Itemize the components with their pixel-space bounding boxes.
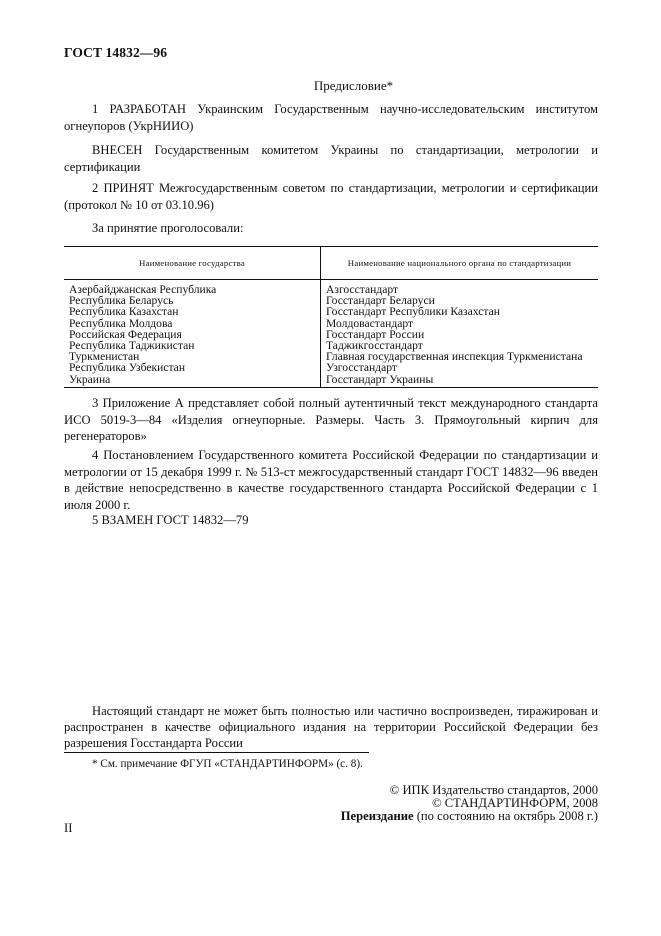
- country-cell: Республика Узбекистан: [64, 362, 321, 373]
- standards-body-cell: Госстандарт Республики Казахстан: [326, 305, 500, 319]
- table-row: [64, 362, 598, 373]
- standards-body-cell: Госстандарт Украины: [326, 372, 434, 386]
- standards-body-cell: Госстандарт России: [326, 327, 425, 341]
- paragraph-voted-for: За принятие проголосовали:: [92, 221, 244, 235]
- country-cell: Республика Молдова: [64, 318, 321, 329]
- table-header-row: [64, 247, 598, 280]
- standards-body-cell: Госстандарт Беларуси: [326, 294, 435, 308]
- voting-countries-table: [64, 246, 598, 388]
- footnote: * См. примечание ФГУП «СТАНДАРТИНФОРМ» (с. 8).: [92, 758, 363, 770]
- standards-body-cell: Главная государственная инспекция Туркменистана: [326, 350, 583, 364]
- reprint-label: Переиздание: [340, 809, 414, 823]
- page-number: II: [64, 821, 73, 835]
- column-header-standards-body: Наименование национального органа по стандартизации: [321, 247, 599, 280]
- paragraph-annex-a: 3 Приложение А представляет собой полный аутентичный текст международного стандарта ИСО 5019-3—84 «Изделия огнеупорные. Размеры. Часть 3. Прямоугольный кирпич для регенераторов»: [64, 396, 598, 443]
- table-row: [64, 280, 598, 296]
- country-cell: Азербайджанская Республика: [64, 280, 321, 296]
- table-row: [64, 306, 598, 317]
- paragraph-enactment: 4 Постановлением Государственного комитета Российской Федерации по стандартизации и метрологии от 15 декабря 1999 г. № 513-ст межгосударственный стандарт ГОСТ 14832—96 введен в действие непосредственно в качестве государственного стандарта Российской Федерации с 1 июля 2000 г.: [64, 448, 598, 512]
- table-row: [64, 374, 598, 388]
- paragraph-introduced-by: ВНЕСЕН Государственным комитетом Украины по стандартизации, метрологии и сертификации: [64, 143, 598, 174]
- preface-title: Предисловие*: [313, 78, 394, 93]
- paragraph-developed-by: 1 РАЗРАБОТАН Украинским Государственным научно-исследовательским институтом огнеупоров (УкрНИИО): [64, 102, 598, 133]
- country-cell: Республика Беларусь: [64, 295, 321, 306]
- imprint-publisher-2008: © СТАНДАРТИНФОРМ, 2008: [432, 796, 598, 810]
- paragraph-replaces: 5 ВЗАМЕН ГОСТ 14832—79: [92, 513, 249, 527]
- country-cell: Украина: [64, 374, 321, 388]
- footnote-divider: [64, 752, 369, 753]
- paragraph-adopted-by: 2 ПРИНЯТ Межгосударственным советом по стандартизации, метрологии и сертификации (протокол № 10 от 03.10.96): [64, 181, 598, 212]
- imprint-publisher-2000: © ИПК Издательство стандартов, 2000: [389, 783, 598, 797]
- country-cell: Республика Таджикистан: [64, 340, 321, 351]
- country-cell: Республика Казахстан: [64, 306, 321, 317]
- standards-body-cell: Азгосстандарт: [326, 283, 399, 296]
- reprint-date: (по состоянию на октябрь 2008 г.): [413, 809, 598, 823]
- column-header-country: Наименование государства: [64, 247, 321, 280]
- standards-body-cell: Таджикгосстандарт: [326, 339, 423, 353]
- imprint-reprint: [341, 809, 598, 824]
- country-cell: Российская Федерация: [64, 329, 321, 340]
- country-cell: Туркменистан: [64, 351, 321, 362]
- document-code: ГОСТ 14832—96: [64, 45, 168, 60]
- standards-body-cell: Молдовастандарт: [326, 316, 414, 330]
- standards-body-cell: Узгосстандарт: [326, 361, 397, 375]
- copyright-notice: Настоящий стандарт не может быть полностью или частично воспроизведен, тиражирован и распространен в качестве официального издания на территории Российской Федерации без разрешения Госстандарта России: [64, 704, 598, 750]
